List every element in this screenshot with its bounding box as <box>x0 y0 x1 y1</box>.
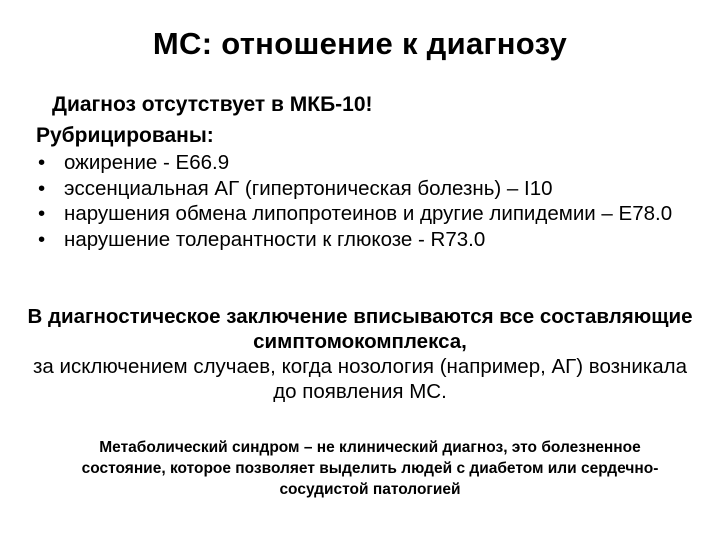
list-item <box>36 176 686 202</box>
note-bold-text: В диагностическое заключение вписываются все составляющие симптомокомплекса, <box>27 305 693 353</box>
list-item-text: нарушение толерантности к глюкозе - R73.0 <box>64 227 486 251</box>
bullet-icon: • <box>38 202 46 226</box>
bullet-icon: • <box>38 176 46 200</box>
list-item-text: ожирение - Е66.9 <box>64 151 230 174</box>
rubric-label: Рубрицированы: <box>36 124 214 147</box>
slide-subtitle: Диагноз отсутствует в МКБ-10! <box>52 93 373 116</box>
bullet-icon: • <box>38 151 46 174</box>
bullet-icon: • <box>38 227 46 251</box>
rubric-list <box>36 150 686 253</box>
list-item <box>36 227 686 253</box>
note-normal-text: за исключением случаев, когда нозология (например, АГ) возникала до появления МС. <box>33 355 687 403</box>
list-item-text: эссенциальная АГ (гипертоническая болезнь) – I10 <box>64 176 553 200</box>
slide-title: МС: отношение к диагнозу <box>152 26 568 61</box>
list-item <box>36 201 686 227</box>
footer-note: Метаболический синдром – не клинический диагноз, это болезненное состояние, которое позволяет выделить людей с диабетом или сердечно-сосудистой патологией <box>81 439 659 498</box>
list-item-text: нарушения обмена липопротеинов и другие липидемии – Е78.0 <box>64 202 673 226</box>
list-item <box>36 150 686 176</box>
diagnosis-note <box>20 304 700 404</box>
